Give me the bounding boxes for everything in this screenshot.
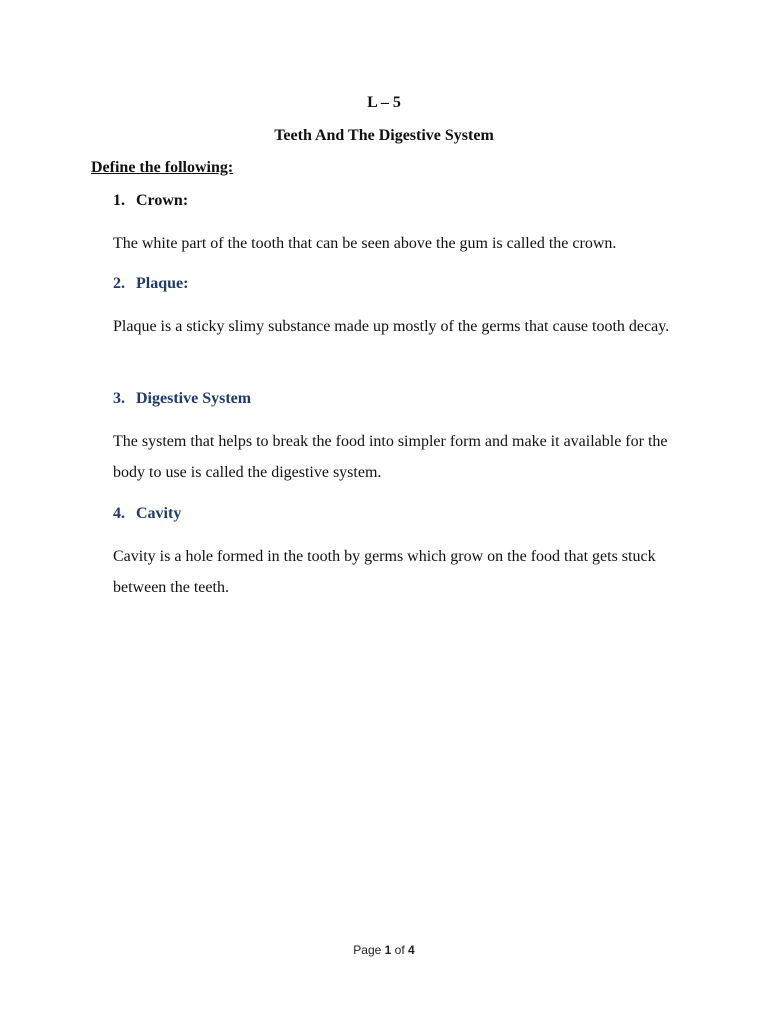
section-heading: Define the following: [91,159,234,176]
term-heading-digestive-system [113,390,251,408]
page-footer [0,943,768,957]
term-label: Crown: [136,192,189,209]
definition-plaque: Plaque is a sticky slimy substance made up mostly of the germs that cause tooth decay. [113,318,670,335]
term-label: Cavity [136,505,182,522]
definition-digestive-system: The system that helps to break the food into simpler form and make it available for the body to use is called the digestive system. [113,433,668,481]
term-number: 3. [113,390,125,407]
term-number: 2. [113,275,125,292]
term-label: Digestive System [136,390,252,407]
document-title: Teeth And The Digestive System [274,127,494,144]
of-label: of [394,943,405,957]
term-heading-crown [113,192,188,210]
total-pages-number: 4 [408,943,415,957]
page-label: Page [353,943,382,957]
lesson-code: L – 5 [367,94,401,111]
current-page-number: 1 [384,943,392,957]
term-number: 4. [113,505,125,522]
term-number: 1. [113,192,125,209]
term-label: Plaque: [136,275,189,292]
term-heading-cavity [113,505,181,523]
definition-cavity: Cavity is a hole formed in the tooth by germs which grow on the food that gets stuck between the teeth. [113,548,656,596]
definition-crown: The white part of the tooth that can be seen above the gum is called the crown. [113,235,617,252]
term-heading-plaque [113,275,188,293]
